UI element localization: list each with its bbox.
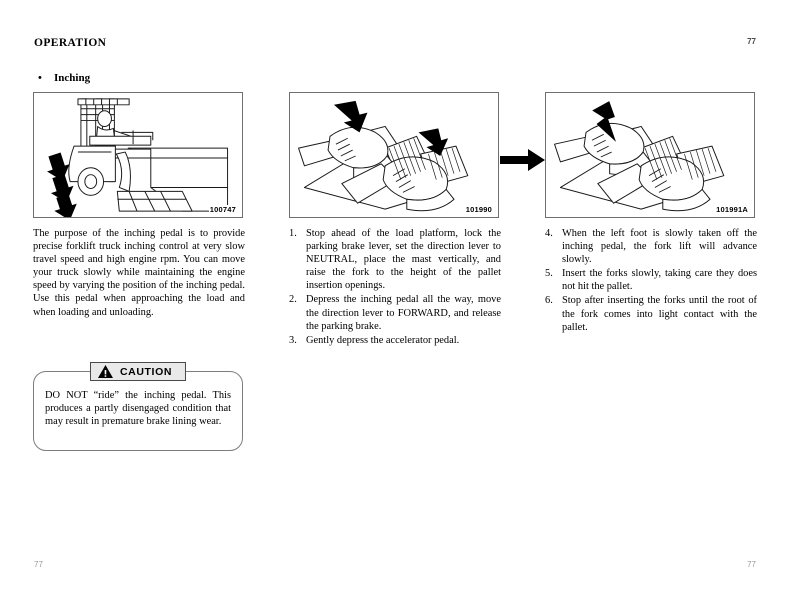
caution-banner [90, 362, 186, 381]
bullet-icon: • [38, 72, 42, 84]
steps-list-right [545, 227, 757, 334]
intro-paragraph: The purpose of the inching pedal is to provide precise forklift truck inching control at very slow travel speed and high engine rpm. You can move your truck slowly while maintaining the engine speed by varying the position of the inching pedal. Use this pedal when approaching the load and when loading and unloading. [33, 228, 245, 318]
list-item [289, 227, 501, 292]
step-number: 1. [289, 228, 297, 239]
caution-text: DO NOT “ride” the inching pedal. This produces a partly disengaged condition that may result in premature brake lining wear. [45, 390, 231, 428]
page-number-bottom-left: 77 [34, 560, 43, 569]
caution-box [33, 365, 243, 451]
page-number-bottom-right: 77 [747, 560, 756, 569]
step-text: Stop after inserting the forks until the root of the fork comes into light contact with the pallet. [562, 295, 757, 333]
forklift-illustration [34, 93, 242, 217]
subsection-heading [38, 72, 90, 84]
figure-pedals-depressed [289, 92, 499, 218]
step-text: Gently depress the accelerator pedal. [306, 334, 460, 346]
step-number: 3. [289, 334, 297, 346]
step-text: Insert the forks slowly, taking care they does not hit the pallet. [562, 268, 757, 293]
section-title: OPERATION [34, 37, 107, 49]
steps-list-middle [289, 227, 501, 347]
foot-off-pedal-illustration [546, 93, 754, 217]
flow-arrow-icon [500, 147, 546, 173]
list-item [545, 227, 757, 266]
caution-title: CAUTION [119, 365, 173, 378]
feet-on-pedals-illustration [290, 93, 498, 217]
warning-triangle-icon [98, 365, 113, 378]
step-text: When the left foot is slowly taken off the inching pedal, the fork lift will advance slowly. [562, 228, 757, 266]
step-number: 5. [545, 268, 553, 280]
list-item [289, 293, 501, 332]
step-text: Depress the inching pedal all the way, move the direction lever to FORWARD, and release the parking brake. [306, 294, 501, 332]
page-number-top-right: 77 [747, 37, 756, 46]
column-left [33, 92, 245, 329]
list-item [545, 267, 757, 293]
step-number: 6. [545, 295, 553, 307]
figure-forklift-approach [33, 92, 243, 218]
list-item [289, 334, 501, 347]
figure-id-label: 101991A [716, 205, 748, 214]
figure-foot-lifted [545, 92, 755, 218]
subsection-label: Inching [54, 72, 91, 84]
column-right [545, 92, 757, 335]
step-number: 4. [545, 228, 553, 239]
step-text: Stop ahead of the load platform, lock the parking brake lever, set the direction lever to NEUTRAL, place the mast vertically, and raise the fork to the height of the pallet insertion openings. [306, 228, 501, 292]
list-item [545, 294, 757, 333]
column-middle [289, 92, 501, 348]
step-number: 2. [289, 294, 297, 306]
figure-id-label: 100747 [209, 205, 236, 214]
figure-id-label: 101990 [465, 205, 492, 214]
